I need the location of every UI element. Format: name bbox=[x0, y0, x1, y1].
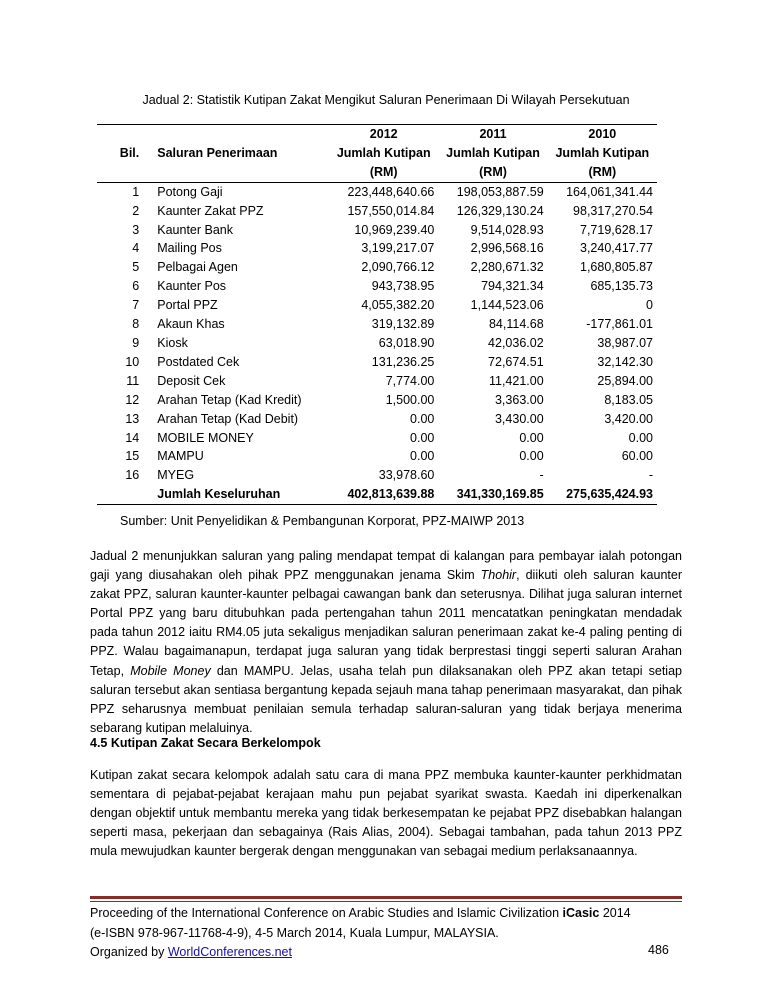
row-number: 4 bbox=[132, 241, 140, 256]
row-number: 15 bbox=[125, 449, 140, 464]
row-number: 3 bbox=[132, 222, 140, 237]
total-row bbox=[97, 485, 657, 504]
value-2010: 38,987.07 bbox=[597, 335, 653, 350]
table-row bbox=[97, 296, 657, 315]
value-2010: 60.00 bbox=[621, 449, 653, 464]
value-2010: 7,719,628.17 bbox=[580, 222, 653, 237]
zakat-statistics-table bbox=[97, 124, 657, 505]
value-2010: 32,142.30 bbox=[597, 354, 653, 369]
row-number: 11 bbox=[126, 373, 140, 388]
row-number: 14 bbox=[125, 430, 140, 445]
channel-header: Saluran Penerimaan bbox=[157, 145, 278, 160]
unit-2010: (RM) bbox=[548, 163, 657, 182]
table-row bbox=[97, 239, 657, 258]
row-number: 5 bbox=[132, 260, 140, 275]
table-row bbox=[97, 466, 657, 485]
value-2012: 319,132.89 bbox=[371, 317, 435, 332]
channel-name: MOBILE MONEY bbox=[157, 430, 254, 445]
value-2011: 0.00 bbox=[519, 430, 544, 445]
total-2011: 341,330,169.85 bbox=[438, 485, 547, 504]
value-2012: 157,550,014.84 bbox=[347, 203, 435, 218]
channel-name: Mailing Pos bbox=[157, 241, 222, 256]
footer-line-1: Proceeding of the International Conference on Arabic Studies and Islamic Civilization iCasic 2014 bbox=[90, 906, 631, 920]
total-2012: 402,813,639.88 bbox=[329, 485, 438, 504]
value-2010: 1,680,805.87 bbox=[580, 260, 653, 275]
page-footer bbox=[90, 904, 682, 963]
value-2012: 0.00 bbox=[410, 449, 435, 464]
thohir-italic: Thohir bbox=[480, 568, 517, 583]
value-2012: 223,448,640.66 bbox=[347, 184, 435, 199]
value-2012: 2,090,766.12 bbox=[361, 260, 435, 275]
table-year-header-row bbox=[97, 125, 657, 144]
row-number: 16 bbox=[125, 468, 140, 483]
paragraph-1: Jadual 2 menunjukkan saluran yang paling mendapat tempat di kalangan para pembayar ialah potongan gaji yang diusahakan oleh pihak PPZ menggunakan jenama Skim Thohir, diikuti oleh saluran kaunter zakat PPZ, saluran kaunter-kaunter pelbagai cawangan bank dan seterusnya. Dilihat juga saluran internet Portal PPZ yang baru ditubuhkan pada pertengahan tahun 2011 mencatatkan peningkatan mendadak pada tahun 2012 iaitu RM4.05 juta sekaligus menjadikan saluran penerimaan zakat ke-4 paling penting di PPZ. Walau bagaimanapun, terdapat juga saluran yang tidak berprestasi tinggi seperti saluran Arahan Tetap, Mobile Money dan MAMPU. Jelas, usaha telah pun dilaksanakan oleh PPZ akan tetapi setiap saluran tersebut akan sentiasa bergantung kepada sejauh mana tahap penerimaan masyarakat, dan pihak PPZ seharusnya membuat penilaian semula terhadap saluran-saluran yang tidak berjaya menerima sebarang kutipan melaluinya. bbox=[90, 549, 682, 735]
table-source: Sumber: Unit Penyelidikan & Pembangunan Korporat, PPZ-MAIWP 2013 bbox=[120, 514, 525, 528]
row-number: 6 bbox=[132, 279, 140, 294]
value-2010: 3,240,417.77 bbox=[580, 241, 653, 256]
footer-line-2: (e-ISBN 978-967-11768-4-9), 4-5 March 2014, Kuala Lumpur, MALAYSIA. bbox=[90, 925, 499, 940]
row-number: 2 bbox=[132, 203, 140, 218]
value-2011: 2,996,568.16 bbox=[470, 241, 544, 256]
worldconferences-link[interactable]: WorldConferences.net bbox=[167, 945, 292, 959]
year-2010-header: 2010 bbox=[548, 125, 657, 144]
value-2011: 42,036.02 bbox=[488, 335, 544, 350]
value-2010: 3,420.00 bbox=[604, 411, 653, 426]
channel-name: Postdated Cek bbox=[157, 354, 240, 369]
table-row bbox=[97, 277, 657, 296]
channel-name: Arahan Tetap (Kad Debit) bbox=[157, 411, 299, 426]
channel-name: Akaun Khas bbox=[157, 317, 225, 332]
row-number: 9 bbox=[132, 335, 140, 350]
channel-name: MYEG bbox=[157, 468, 195, 483]
channel-name: Kiosk bbox=[157, 335, 188, 350]
value-2011: 9,514,028.93 bbox=[470, 222, 544, 237]
table-body bbox=[97, 182, 657, 504]
mobile-money-italic: Mobile Money bbox=[130, 663, 211, 678]
value-2012: 0.00 bbox=[410, 411, 435, 426]
row-number: 7 bbox=[132, 298, 140, 313]
channel-name: Arahan Tetap (Kad Kredit) bbox=[157, 392, 302, 407]
row-number: 10 bbox=[125, 354, 140, 369]
table-row bbox=[97, 315, 657, 334]
value-2010: 8,183.05 bbox=[604, 392, 653, 407]
value-2010: 0 bbox=[646, 298, 653, 313]
value-2010: - bbox=[648, 468, 653, 483]
value-2011: 0.00 bbox=[519, 449, 544, 464]
channel-name: Portal PPZ bbox=[157, 298, 218, 313]
table-row bbox=[97, 221, 657, 240]
value-2012: 3,199,217.07 bbox=[361, 241, 435, 256]
row-number: 13 bbox=[125, 411, 140, 426]
unit-2012: (RM) bbox=[329, 163, 438, 182]
channel-name: Potong Gaji bbox=[157, 184, 223, 199]
table-row bbox=[97, 258, 657, 277]
table-subheader-row bbox=[97, 144, 657, 163]
value-2011: 3,430.00 bbox=[494, 411, 544, 426]
channel-name: MAMPU bbox=[157, 449, 204, 464]
table-caption: Jadual 2: Statistik Kutipan Zakat Mengikut Saluran Penerimaan Di Wilayah Persekutuan bbox=[142, 93, 630, 107]
value-2011: - bbox=[539, 468, 544, 483]
value-2011: 198,053,887.59 bbox=[456, 184, 544, 199]
value-2012: 943,738.95 bbox=[371, 279, 435, 294]
value-2011: 126,329,130.24 bbox=[456, 203, 544, 218]
value-2012: 33,978.60 bbox=[378, 468, 435, 483]
footer-line-3: Organized by WorldConferences.net bbox=[90, 945, 292, 959]
total-blank bbox=[97, 485, 153, 504]
page-number: 486 bbox=[648, 943, 669, 957]
value-2011: 1,144,523.06 bbox=[470, 298, 544, 313]
value-2011: 84,114.68 bbox=[488, 317, 544, 332]
footer-divider-thin bbox=[90, 901, 682, 902]
value-2011: 11,421.00 bbox=[488, 373, 544, 388]
year-2011-header: 2011 bbox=[438, 125, 547, 144]
channel-name: Kaunter Zakat PPZ bbox=[157, 203, 264, 218]
total-2010: 275,635,424.93 bbox=[548, 485, 657, 504]
table-unit-row bbox=[97, 163, 657, 182]
channel-name: Kaunter Pos bbox=[157, 279, 227, 294]
table-row bbox=[97, 182, 657, 201]
value-2010: 164,061,341.44 bbox=[566, 184, 653, 199]
value-2011: 794,321.34 bbox=[481, 279, 544, 294]
table-row bbox=[97, 429, 657, 448]
bil-header: Bil. bbox=[119, 145, 140, 160]
paragraph-2: Kutipan zakat secara kelompok adalah satu cara di mana PPZ membuka kaunter-kaunter perkhidmatan sementara di pejabat-pejabat kerajaan mahu pun pejabat syarikat swasta. Kaedah ini diperkenalkan dengan objektif untuk membantu mereka yang tidak berkesempatan ke pejabat PPZ disebabkan halangan seperti masa, pekerjaan dan sebagainya (Rais Alias, 2004). Sebagai tambahan, pada tahun 2013 PPZ mula mewujudkan kaunter bergerak dengan menggunakan van sebagai medium perlaksanaannya. bbox=[90, 768, 682, 859]
value-2010: 98,317,270.54 bbox=[573, 203, 653, 218]
channel-name: Kaunter Bank bbox=[157, 222, 233, 237]
value-2012: 7,774.00 bbox=[385, 373, 435, 388]
value-2010: 0.00 bbox=[628, 430, 653, 445]
row-number: 1 bbox=[132, 184, 140, 199]
value-2011: 3,363.00 bbox=[494, 392, 544, 407]
year-2012-header: 2012 bbox=[329, 125, 438, 144]
amount-header-2011: Jumlah Kutipan bbox=[446, 145, 540, 160]
value-2010: 25,894.00 bbox=[597, 373, 653, 388]
table-row bbox=[97, 202, 657, 221]
row-number: 12 bbox=[125, 392, 140, 407]
table-row bbox=[97, 410, 657, 429]
total-label: Jumlah Keseluruhan bbox=[153, 485, 329, 504]
section-heading: 4.5 Kutipan Zakat Secara Berkelompok bbox=[90, 736, 321, 750]
table-row bbox=[97, 391, 657, 410]
table-row bbox=[97, 334, 657, 353]
table-row bbox=[97, 353, 657, 372]
value-2011: 2,280,671.32 bbox=[470, 260, 544, 275]
value-2012: 4,055,382.20 bbox=[361, 298, 435, 313]
value-2010: -177,861.01 bbox=[586, 317, 653, 332]
table-row bbox=[97, 372, 657, 391]
row-number: 8 bbox=[132, 317, 140, 332]
value-2011: 72,674.51 bbox=[488, 354, 544, 369]
value-2012: 0.00 bbox=[410, 430, 435, 445]
value-2012: 131,236.25 bbox=[371, 354, 435, 369]
table-row bbox=[97, 447, 657, 466]
channel-name: Pelbagai Agen bbox=[157, 260, 238, 275]
amount-header-2010: Jumlah Kutipan bbox=[555, 145, 650, 160]
amount-header-2012: Jumlah Kutipan bbox=[336, 145, 431, 160]
unit-2011: (RM) bbox=[438, 163, 547, 182]
value-2010: 685,135.73 bbox=[590, 279, 653, 294]
channel-name: Deposit Cek bbox=[157, 373, 226, 388]
value-2012: 63,018.90 bbox=[378, 335, 435, 350]
value-2012: 1,500.00 bbox=[385, 392, 435, 407]
value-2012: 10,969,239.40 bbox=[354, 222, 435, 237]
footer-divider bbox=[90, 896, 682, 899]
